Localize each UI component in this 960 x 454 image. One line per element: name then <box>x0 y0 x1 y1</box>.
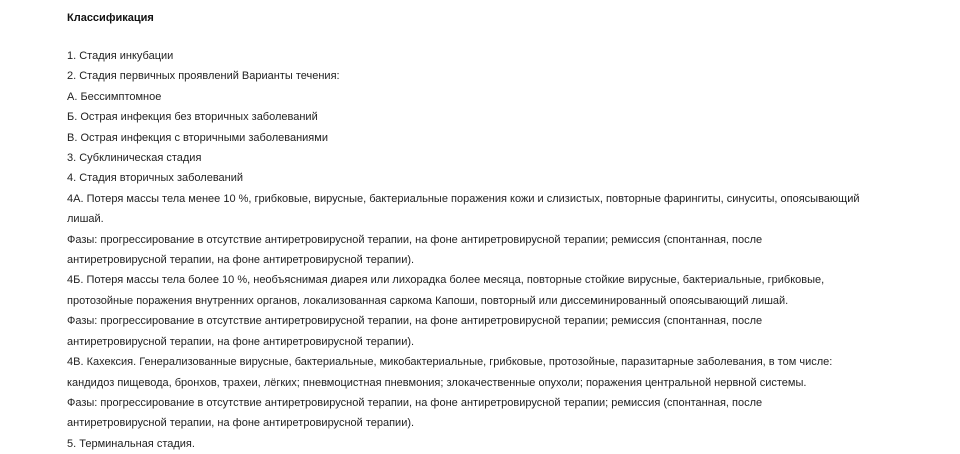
stage-1: 1. Стадия инкубации <box>67 50 174 62</box>
stage-4v-phases-line-1: Фазы: прогрессирование в отсутствие антиретровирусной терапии, на фоне антиретровирусной терапии; ремиссия (спонтанная, после <box>67 396 763 409</box>
stage-2: 2. Стадия первичных проявлений Варианты течения: <box>67 70 340 83</box>
stage-4b-phases <box>67 311 937 352</box>
stage-5: 5. Терминальная стадия. <box>67 437 195 450</box>
stage-4v-description <box>67 352 937 393</box>
variant-a: А. Бессимптомное <box>67 90 162 103</box>
stage-4b-phases-line-2: антиретровирусной терапии, на фоне антиретровирусной терапии). <box>67 335 415 348</box>
stage-4a-phases-line-1: Фазы: прогрессирование в отсутствие антиретровирусной терапии, на фоне антиретровирусной терапии; ремиссия (спонтанная, после <box>67 233 763 246</box>
stage-3: 3. Субклиническая стадия <box>67 152 202 165</box>
variant-v: В. Острая инфекция с вторичными заболеваниями <box>67 131 328 144</box>
stage-4: 4. Стадия вторичных заболеваний <box>67 172 244 185</box>
stage-4a-line-1: 4А. Потеря массы тела менее 10 %, грибковые, вирусные, бактериальные поражения кожи и слизистых, повторные фарингиты, синуситы, опоясывающий <box>67 192 860 205</box>
stage-4v-phases <box>67 393 937 434</box>
stage-4b-line-1: 4Б. Потеря массы тела более 10 %, необъяснимая диарея или лихорадка более месяца, повторные стойкие вирусные, бактериальные, грибковые, <box>67 274 825 287</box>
stage-4a-phases-line-2: антиретровирусной терапии, на фоне антиретровирусной терапии). <box>67 254 415 267</box>
document-body <box>67 10 937 454</box>
stage-4a-description <box>67 189 937 230</box>
stage-4v-line-1: 4В. Кахексия. Генерализованные вирусные, бактериальные, микобактериальные, грибковые, протозойные, паразитарные заболевания, в том числе: <box>67 356 833 369</box>
stage-4b-line-2: протозойные поражения внутренних органов, локализованная саркома Капоши, повторный или диссеминированный опоясывающий лишай. <box>67 294 789 307</box>
stage-4v-phases-line-2: антиретровирусной терапии, на фоне антиретровирусной терапии). <box>67 417 415 430</box>
stage-4a-phases <box>67 230 937 271</box>
stage-4v-line-2: кандидоз пищевода, бронхов, трахеи, лёгких; пневмоцистная пневмония; злокачественные опухоли; поражения центральной нервной системы. <box>67 376 807 389</box>
page-title: Классификация <box>67 12 154 24</box>
variant-b: Б. Острая инфекция без вторичных заболеваний <box>67 111 318 124</box>
stage-4a-line-2: лишай. <box>67 213 104 226</box>
stage-4b-description <box>67 270 937 311</box>
stage-4b-phases-line-1: Фазы: прогрессирование в отсутствие антиретровирусной терапии, на фоне антиретровирусной терапии; ремиссия (спонтанная, после <box>67 315 763 328</box>
